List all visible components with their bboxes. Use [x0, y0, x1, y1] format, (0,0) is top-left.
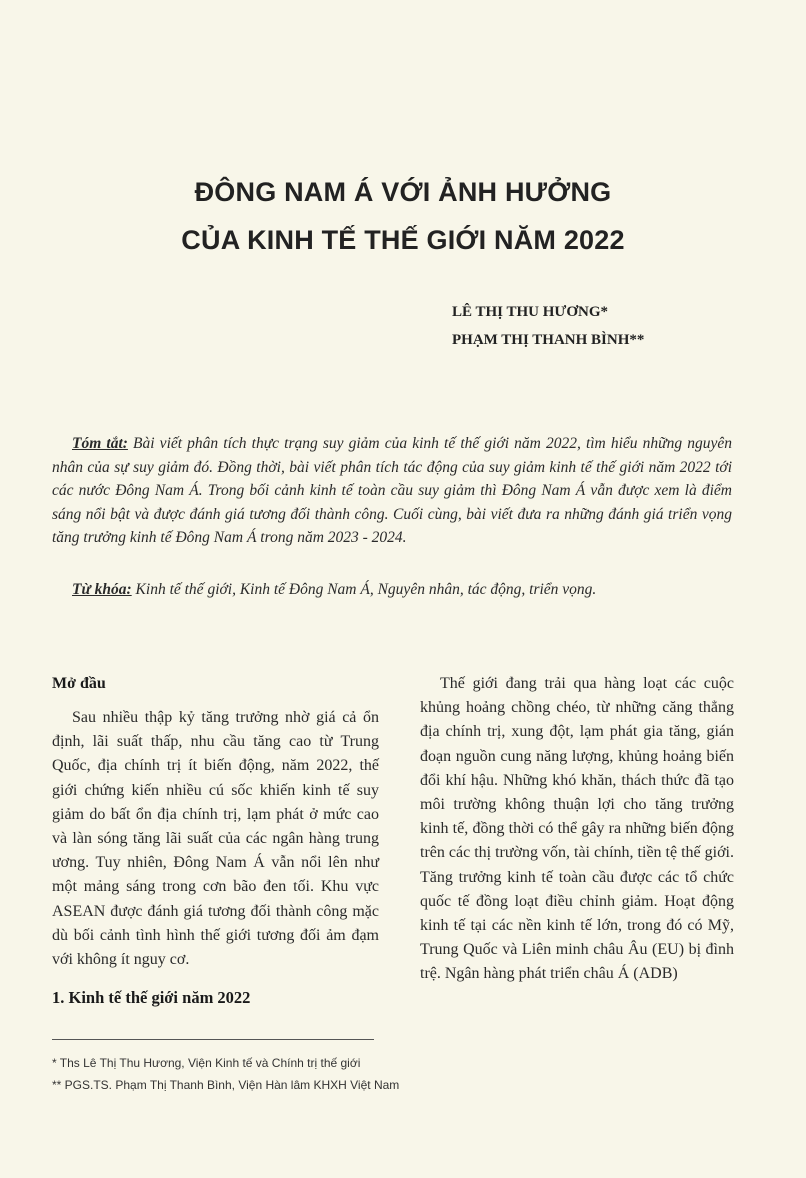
author-name: PHẠM THỊ THANH BÌNH**: [452, 332, 645, 348]
intro-heading: Mở đầu: [52, 675, 106, 692]
footnote: * Ths Lê Thị Thu Hương, Viện Kinh tế và Chính trị thế giới: [52, 1056, 361, 1070]
section-1-heading: 1. Kinh tế thế giới năm 2022: [52, 988, 251, 1008]
article-title: [0, 168, 806, 264]
author-name: LÊ THỊ THU HƯƠNG*: [452, 304, 609, 320]
author-list: [452, 298, 644, 354]
left-column: [52, 672, 379, 1010]
body-paragraph: Thế giới đang trải qua hàng loạt các cuộc khủng hoảng chồng chéo, từ những căng thẳng địa chính trị, xung đột, lạm phát gia tăng, gián đoạn nguồn cung năng lượng, khủng hoảng biến đổi khí hậu. Những khó khăn, thách thức đã tạo môi trường không thuận lợi cho tăng trưởng kinh tế, đồng thời có thể gây ra những biến động trên các thị trường vốn, tài chính, tiền tệ thế giới. Tăng trưởng kinh tế toàn cầu được các tổ chức quốc tế đồng loạt điều chỉnh giảm. Hoạt động kinh tế tại các nền kinh tế lớn, trong đó có Mỹ, Trung Quốc và Liên minh châu Âu (EU) bị đình trệ. Ngân hàng phát triển châu Á (ADB): [420, 675, 734, 983]
footnote: ** PGS.TS. Phạm Thị Thanh Bình, Viện Hàn lâm KHXH Việt Nam: [52, 1078, 400, 1092]
title-line-1: ĐÔNG NAM Á VỚI ẢNH HƯỞNG: [194, 177, 612, 207]
keywords-label: Từ khóa:: [72, 581, 132, 598]
keywords-text: Kinh tế thế giới, Kinh tế Đông Nam Á, Nguyên nhân, tác động, triển vọng.: [135, 581, 597, 598]
abstract-label: Tóm tắt:: [72, 435, 128, 452]
right-column: [420, 672, 734, 987]
keywords: [52, 578, 732, 602]
footnote-divider: [52, 1039, 374, 1040]
title-line-2: CỦA KINH TẾ THẾ GIỚI NĂM 2022: [181, 225, 625, 255]
footnotes: [52, 1052, 732, 1096]
abstract-text: Bài viết phân tích thực trạng suy giảm của kinh tế thế giới năm 2022, tìm hiểu những nguyên nhân của sự suy giảm đó. Đồng thời, bài viết phân tích tác động của suy giảm kinh tế thế giới năm 2022 tới các nước Đông Nam Á. Trong bối cảnh kinh tế toàn cầu suy giảm thì Đông Nam Á vẫn được xem là điểm sáng nổi bật và được đánh giá tương đối thành công. Cuối cùng, bài viết đưa ra những đánh giá triển vọng tăng trưởng kinh tế Đông Nam Á trong năm 2023 - 2024.: [52, 435, 732, 546]
intro-paragraph: Sau nhiều thập kỷ tăng trưởng nhờ giá cả ổn định, lãi suất thấp, nhu cầu tăng cao từ Trung Quốc, địa chính trị ít biến động, năm 2022, thế giới chứng kiến nhiều cú sốc khiến kinh tế suy giảm do bất ổn địa chính trị, lạm phát ở mức cao và làn sóng tăng lãi suất của các ngân hàng trung ương. Tuy nhiên, Đông Nam Á vẫn nổi lên như một mảng sáng trong cơn bão đen tối. Khu vực ASEAN được đánh giá tương đối thành công mặc dù bối cảnh tình hình thế giới tương đối ảm đạm với không ít nguy cơ.: [52, 709, 379, 969]
abstract: [52, 432, 732, 550]
